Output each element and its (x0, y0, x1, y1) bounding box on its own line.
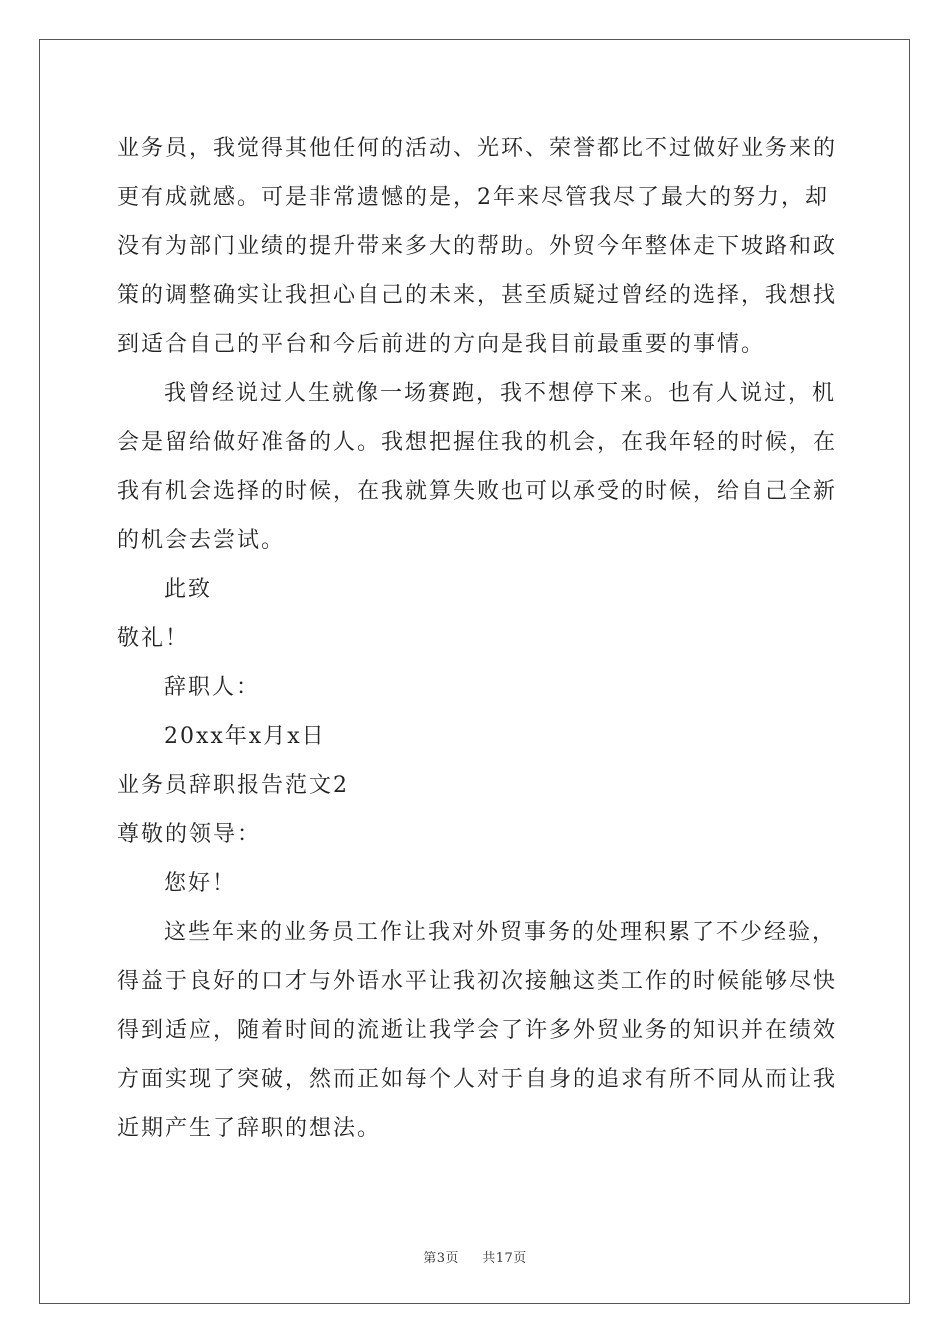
text-line: 这些年来的业务员工作让我对外贸事务的处理积累了不少经验， (164, 920, 837, 945)
text-line: 敬礼！ (117, 626, 190, 651)
paragraph (117, 908, 837, 1153)
text-line: 的机会去尝试。 (117, 528, 286, 553)
section-title (117, 761, 837, 810)
page-number: 第3页 (423, 1251, 459, 1266)
text-line: 方面实现了突破，然而正如每个人对于自身的追求有所不同从而让我 (117, 1067, 838, 1092)
text-line: 辞职人： (164, 675, 261, 700)
text-line: 策的调整确实让我担心自己的未来，甚至质疑过曾经的选择，我想找 (117, 283, 838, 308)
text-line: 业务员，我觉得其他任何的活动、光环、荣誉都比不过做好业务来的 (117, 136, 838, 161)
text-line: 更有成就感。可是非常遗憾的是，2年来尽管我尽了最大的努力，却 (117, 185, 829, 210)
text-line: 会是留给做好准备的人。我想把握住我的机会，在我年轻的时候，在 (117, 430, 838, 455)
text-line: 没有为部门业绩的提升带来多大的帮助。外贸今年整体走下坡路和政 (117, 234, 838, 259)
text-line: 我曾经说过人生就像一场赛跑，我不想停下来。也有人说过，机 (164, 381, 837, 406)
text-line: 得益于良好的口才与外语水平让我初次接触这类工作的时候能够尽快 (117, 969, 838, 994)
text-line: 此致 (164, 577, 213, 602)
page-footer (0, 1247, 950, 1266)
text-line: 得到适应，随着时间的流逝让我学会了许多外贸业务的知识并在绩效 (117, 1018, 838, 1043)
text-line: 近期产生了辞职的想法。 (117, 1116, 382, 1141)
document-body (117, 124, 837, 1153)
greeting-recipient (117, 810, 837, 859)
text-line: 您好！ (164, 871, 237, 896)
regards-line (117, 614, 837, 663)
date-line (117, 712, 837, 761)
text-line: 我有机会选择的时候，在我就算失败也可以承受的时候，给自己全新 (117, 479, 838, 504)
signature-line (117, 663, 837, 712)
text-line: 业务员辞职报告范文2 (117, 773, 349, 798)
closing-salutation (117, 565, 837, 614)
greeting (117, 859, 837, 908)
paragraph (117, 124, 837, 369)
text-line: 尊敬的领导： (117, 822, 262, 847)
text-line: 到适合自己的平台和今后前进的方向是我目前最重要的事情。 (117, 332, 766, 357)
text-line: 20xx年x月x日 (164, 724, 326, 749)
paragraph (117, 369, 837, 565)
page-total: 共17页 (482, 1251, 527, 1266)
